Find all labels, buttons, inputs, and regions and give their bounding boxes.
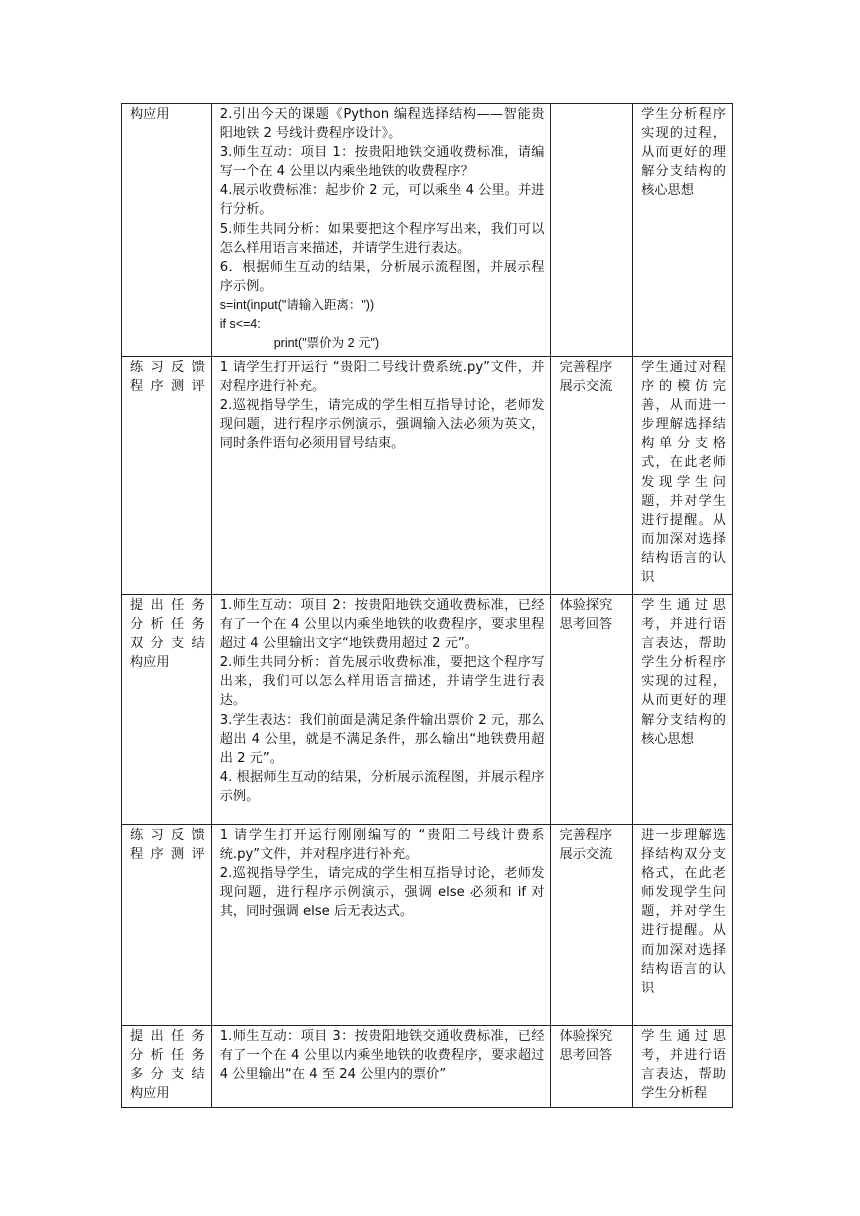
phase-line: 程序测评 xyxy=(130,379,205,395)
content-paragraph: 1.师生互动：项目 3：按贵阳地铁交通收费标准，已经有了一个在 4 公里以内乘坐地铁的收费程序，要求超过 4 公里输出“在 4 至 24 公里内的票价” xyxy=(219,1029,545,1083)
code-line: s=int(input("请输入距离：")) xyxy=(219,297,375,312)
design-intent-text: 学生通过思考，并进行语言表达，帮助学生分析程 xyxy=(641,1029,726,1102)
content-paragraph: 6．根据师生互动的结果，分析展示流程图，并展示程序示例。 xyxy=(219,259,545,294)
design-intent-cell xyxy=(633,825,733,1026)
student-activity-line: 思考回答 xyxy=(559,617,613,633)
content-paragraph: 2.巡视指导学生，请完成的学生相互指导讨论，老师发现问题，进行程序示例演示，强调输入法必须为英文，同时条件语句必须用冒号结束。 xyxy=(219,398,545,452)
student-activity-line: 思考回答 xyxy=(559,1048,613,1064)
content-cell xyxy=(211,825,551,1026)
student-activity-cell xyxy=(551,595,633,825)
lesson-plan-table xyxy=(121,103,733,1108)
student-activity-line: 展示交流 xyxy=(559,847,613,863)
phase-line: 多分支结 xyxy=(130,1067,205,1083)
code-line: print("票价为 2 元") xyxy=(273,336,380,351)
phase-line: 分析任务 xyxy=(130,1048,205,1064)
table-row xyxy=(122,595,733,825)
content-paragraph: 2.巡视指导学生，请完成的学生相互指导讨论，老师发现问题，进行程序示例演示，强调 else 必须和 if 对其，同时强调 else 后无表达式。 xyxy=(219,866,545,920)
design-intent-text: 学生通过对程序的模仿完善，从而进一步理解选择结构单分支格式，在此老师发现学生问题，并对学生进行提醒。从而加深对选择结构语言的认识 xyxy=(641,360,726,586)
content-cell xyxy=(211,595,551,825)
student-activity-line: 体验探究 xyxy=(559,1029,613,1044)
phase-cell xyxy=(122,825,212,1026)
code-line: if s<=4: xyxy=(219,317,261,332)
content-paragraph: 2.师生共同分析：首先展示收费标准，要把这个程序写出来，我们可以怎么样用语言描述，并请学生进行表达。 xyxy=(219,655,545,709)
phase-cell xyxy=(122,595,212,825)
content-paragraph: 3.师生互动：项目 1：按贵阳地铁交通收费标准，请编写一个在 4 公里以内乘坐地铁的收费程序？ xyxy=(219,145,545,180)
student-activity-line: 展示交流 xyxy=(559,379,613,395)
phase-cell xyxy=(122,1026,212,1108)
phase-cell xyxy=(122,357,212,595)
phase-line: 程序测评 xyxy=(130,847,205,863)
content-paragraph: 4. 根据师生互动的结果，分析展示流程图，并展示程序示例。 xyxy=(219,769,545,804)
design-intent-cell xyxy=(633,357,733,595)
student-activity-cell xyxy=(551,825,633,1026)
table-row xyxy=(122,825,733,1026)
content-cell xyxy=(211,1026,551,1108)
phase-line: 提出任务 xyxy=(130,1029,205,1044)
student-activity-line: 完善程序 xyxy=(559,828,613,843)
content-cell xyxy=(211,357,551,595)
design-intent-cell xyxy=(633,104,733,357)
student-activity-line: 体验探究 xyxy=(559,598,613,613)
table-row xyxy=(122,357,733,595)
design-intent-cell xyxy=(633,1026,733,1108)
content-paragraph: 1 请学生打开运行 “贵阳二号线计费系统.py”文件，并对程序进行补充。 xyxy=(219,360,545,395)
content-paragraph: 4.展示收费标准：起步价 2 元，可以乘坐 4 公里。并进行分析。 xyxy=(219,183,545,218)
design-intent-cell xyxy=(633,595,733,825)
phase-line: 提出任务 xyxy=(130,598,205,613)
table-row xyxy=(122,1026,733,1108)
content-paragraph: 5.师生共同分析：如果要把这个程序写出来，我们可以怎么样用语言来描述，并请学生进行表达。 xyxy=(219,221,545,256)
student-activity-cell xyxy=(551,104,633,357)
phase-line: 分析任务 xyxy=(130,617,205,633)
phase-line: 构应用 xyxy=(130,1086,170,1102)
content-paragraph: 2.引出今天的课题《Python 编程选择结构——智能贵阳地铁 2 号线计费程序设计》。 xyxy=(219,107,545,142)
design-intent-text: 学生分析程序实现的过程，从而更好的理解分支结构的核心思想 xyxy=(641,107,726,199)
phase-line: 构应用 xyxy=(130,655,170,671)
phase-cell xyxy=(122,104,212,357)
content-paragraph: 1 请学生打开运行刚刚编写的 “贵阳二号线计费系统.py”文件，并对程序进行补充。 xyxy=(219,828,545,863)
table-row xyxy=(122,104,733,357)
design-intent-text: 学生通过思考，并进行语言表达，帮助学生分析程序实现的过程，从而更好的理解分支结构的核心思想 xyxy=(641,598,726,747)
phase-line: 双分支结 xyxy=(130,636,205,652)
phase-line: 构应用 xyxy=(130,107,170,122)
phase-line: 练习反馈 xyxy=(130,828,205,843)
content-paragraph: 3.学生表达：我们前面是满足条件输出票价 2 元，那么超出 4 公里，就是不满足条件，那么输出“地铁费用超出 2 元”。 xyxy=(219,712,545,766)
phase-line: 练习反馈 xyxy=(130,360,205,375)
design-intent-text: 进一步理解选择结构双分支格式，在此老师发现学生问题，并对学生进行提醒。从而加深对选择结构语言的认识 xyxy=(641,828,726,996)
student-activity-cell xyxy=(551,357,633,595)
content-cell xyxy=(211,104,551,357)
student-activity-line: 完善程序 xyxy=(559,360,613,375)
content-paragraph: 1.师生互动：项目 2：按贵阳地铁交通收费标准，已经有了一个在 4 公里以内乘坐地铁的收费程序，要求里程超过 4 公里输出文字“地铁费用超过 2 元”。 xyxy=(219,598,545,652)
student-activity-cell xyxy=(551,1026,633,1108)
